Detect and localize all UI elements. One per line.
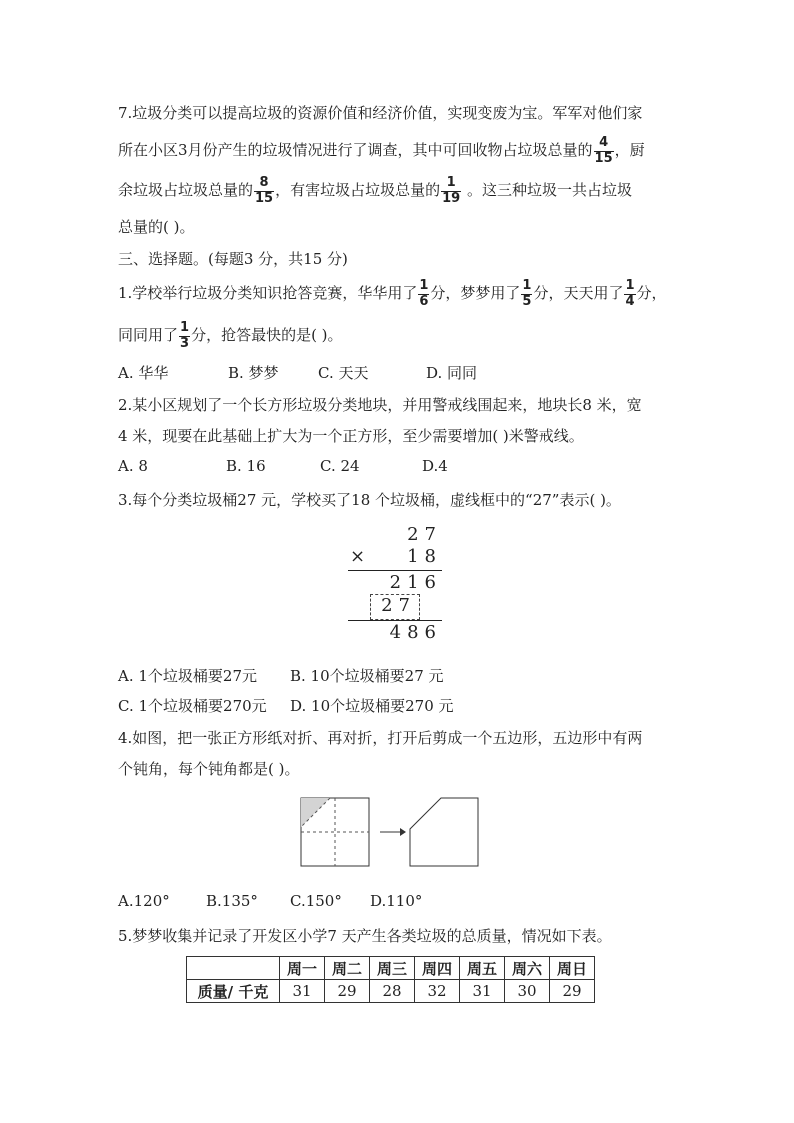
q4-options	[118, 892, 422, 910]
garbage-weight-table	[186, 956, 595, 1003]
q1-line-1	[118, 272, 667, 314]
table-row	[187, 980, 595, 1003]
option-a[interactable]: A.120°	[118, 892, 170, 910]
option-a[interactable]: A. 8	[118, 457, 148, 475]
q1-text: 分，梦梦用了	[430, 284, 521, 302]
fraction-1-5: $\frac{1}{5}$	[522, 278, 532, 309]
option-c[interactable]: C. 24	[320, 457, 360, 475]
q7-text: 余垃圾占垃圾总量的	[118, 181, 254, 199]
table-cell: 31	[460, 980, 505, 1003]
partial-product-2: 27	[381, 595, 416, 616]
q3-options-row-2	[118, 695, 454, 716]
table-corner-cell	[187, 957, 280, 980]
q2-line-2: 4 米，现要在此基础上扩大为一个正方形，至少需要增加( )米警戒线。	[118, 427, 584, 445]
q7-line-2	[118, 130, 645, 170]
q2-options	[118, 457, 448, 475]
q7-line-1: 7.垃圾分类可以提高垃圾的资源价值和经济价值，实现变废为宝。军军对他们家	[118, 104, 643, 122]
fraction-1-19: $\frac{1}{19}$	[442, 175, 461, 206]
divider-line	[348, 620, 442, 621]
times-sign: ×	[350, 546, 366, 567]
table-header-row	[187, 957, 595, 980]
q7-line-4: 总量的( )。	[118, 218, 195, 236]
q3-options-row-1	[118, 665, 444, 686]
option-c[interactable]: C.150°	[290, 892, 342, 910]
fraction-8-15: $\frac{8}{15}$	[255, 175, 274, 206]
table-cell: 30	[505, 980, 550, 1003]
q7-text: ，有害垃圾占垃圾总量的	[275, 181, 441, 199]
partial-product-1: 216	[389, 572, 442, 593]
option-a[interactable]: A. 1个垃圾桶要27元	[118, 667, 257, 685]
q1-text: 分，天天用了	[533, 284, 624, 302]
table-header-cell: 周四	[415, 957, 460, 980]
option-d[interactable]: D. 10个垃圾桶要270 元	[290, 697, 454, 715]
option-b[interactable]: B. 10个垃圾桶要27 元	[290, 667, 444, 685]
arrow-right-icon	[400, 828, 406, 836]
q3-line-1: 3.每个分类垃圾桶27 元，学校买了18 个垃圾桶，虚线框中的“27”表示( )。	[118, 491, 621, 509]
q4-line-1: 4.如图，把一张正方形纸对折、再对折，打开后剪成一个五边形，五边形中有两	[118, 729, 643, 747]
option-d[interactable]: D.4	[422, 457, 448, 475]
q7-line-3	[118, 170, 632, 210]
q1-options	[118, 362, 477, 383]
vertical-multiplication	[340, 524, 450, 646]
option-b[interactable]: B. 16	[226, 457, 266, 475]
fraction-1-4: $\frac{1}{4}$	[625, 278, 635, 309]
q1-text: 同同用了	[118, 326, 179, 344]
multiplier: 18	[407, 546, 442, 567]
table-cell: 28	[370, 980, 415, 1003]
q5-line-1: 5.梦梦收集并记录了开发区小学7 天产生各类垃圾的总质量，情况如下表。	[118, 927, 612, 945]
fraction-1-6: $\frac{1}{6}$	[419, 278, 429, 309]
pentagon-shape	[410, 798, 478, 866]
table-header-cell: 周二	[325, 957, 370, 980]
option-a[interactable]: A. 华华	[118, 364, 169, 382]
option-d[interactable]: D.110°	[370, 892, 423, 910]
table-row-label: 质量/ 千克	[187, 980, 280, 1003]
section-title: 三、选择题。(每题3 分，共15 分)	[118, 250, 348, 268]
table-header-cell: 周一	[280, 957, 325, 980]
table-header-cell: 周五	[460, 957, 505, 980]
multiplicand: 27	[407, 524, 442, 545]
table-cell: 29	[325, 980, 370, 1003]
table-header-cell: 周日	[550, 957, 595, 980]
option-c[interactable]: C. 1个垃圾桶要270元	[118, 697, 267, 715]
option-c[interactable]: C. 天天	[318, 364, 369, 382]
q2-line-1: 2.某小区规划了一个长方形垃圾分类地块，并用警戒线围起来，地块长8 米，宽	[118, 396, 642, 414]
table-cell: 32	[415, 980, 460, 1003]
q1-text: 分，	[636, 284, 667, 302]
q7-text: ，厨	[614, 141, 645, 159]
option-b[interactable]: B.135°	[206, 892, 258, 910]
option-d[interactable]: D. 同同	[426, 364, 478, 382]
q7-text: 所在小区3月份产生的垃圾情况进行了调查，其中可回收物占垃圾总量的	[118, 141, 593, 159]
q1-text: 分，抢答最快的是( )。	[191, 326, 343, 344]
fraction-4-15: $\frac{4}{15}$	[594, 135, 613, 166]
divider-line	[348, 570, 442, 571]
q1-line-2	[118, 314, 343, 356]
product: 486	[389, 622, 442, 643]
table-header-cell: 周六	[505, 957, 550, 980]
q1-text: 1.学校举行垃圾分类知识抢答竞赛，华华用了	[118, 284, 418, 302]
table-header-cell: 周三	[370, 957, 415, 980]
table-cell: 31	[280, 980, 325, 1003]
option-b[interactable]: B. 梦梦	[228, 364, 279, 382]
q4-line-2: 个钝角，每个钝角都是( )。	[118, 760, 300, 778]
fraction-1-3: $\frac{1}{3}$	[180, 320, 190, 351]
table-cell: 29	[550, 980, 595, 1003]
q7-text: 。这三种垃圾一共占垃圾	[462, 181, 632, 199]
paper-fold-figure	[296, 794, 486, 870]
